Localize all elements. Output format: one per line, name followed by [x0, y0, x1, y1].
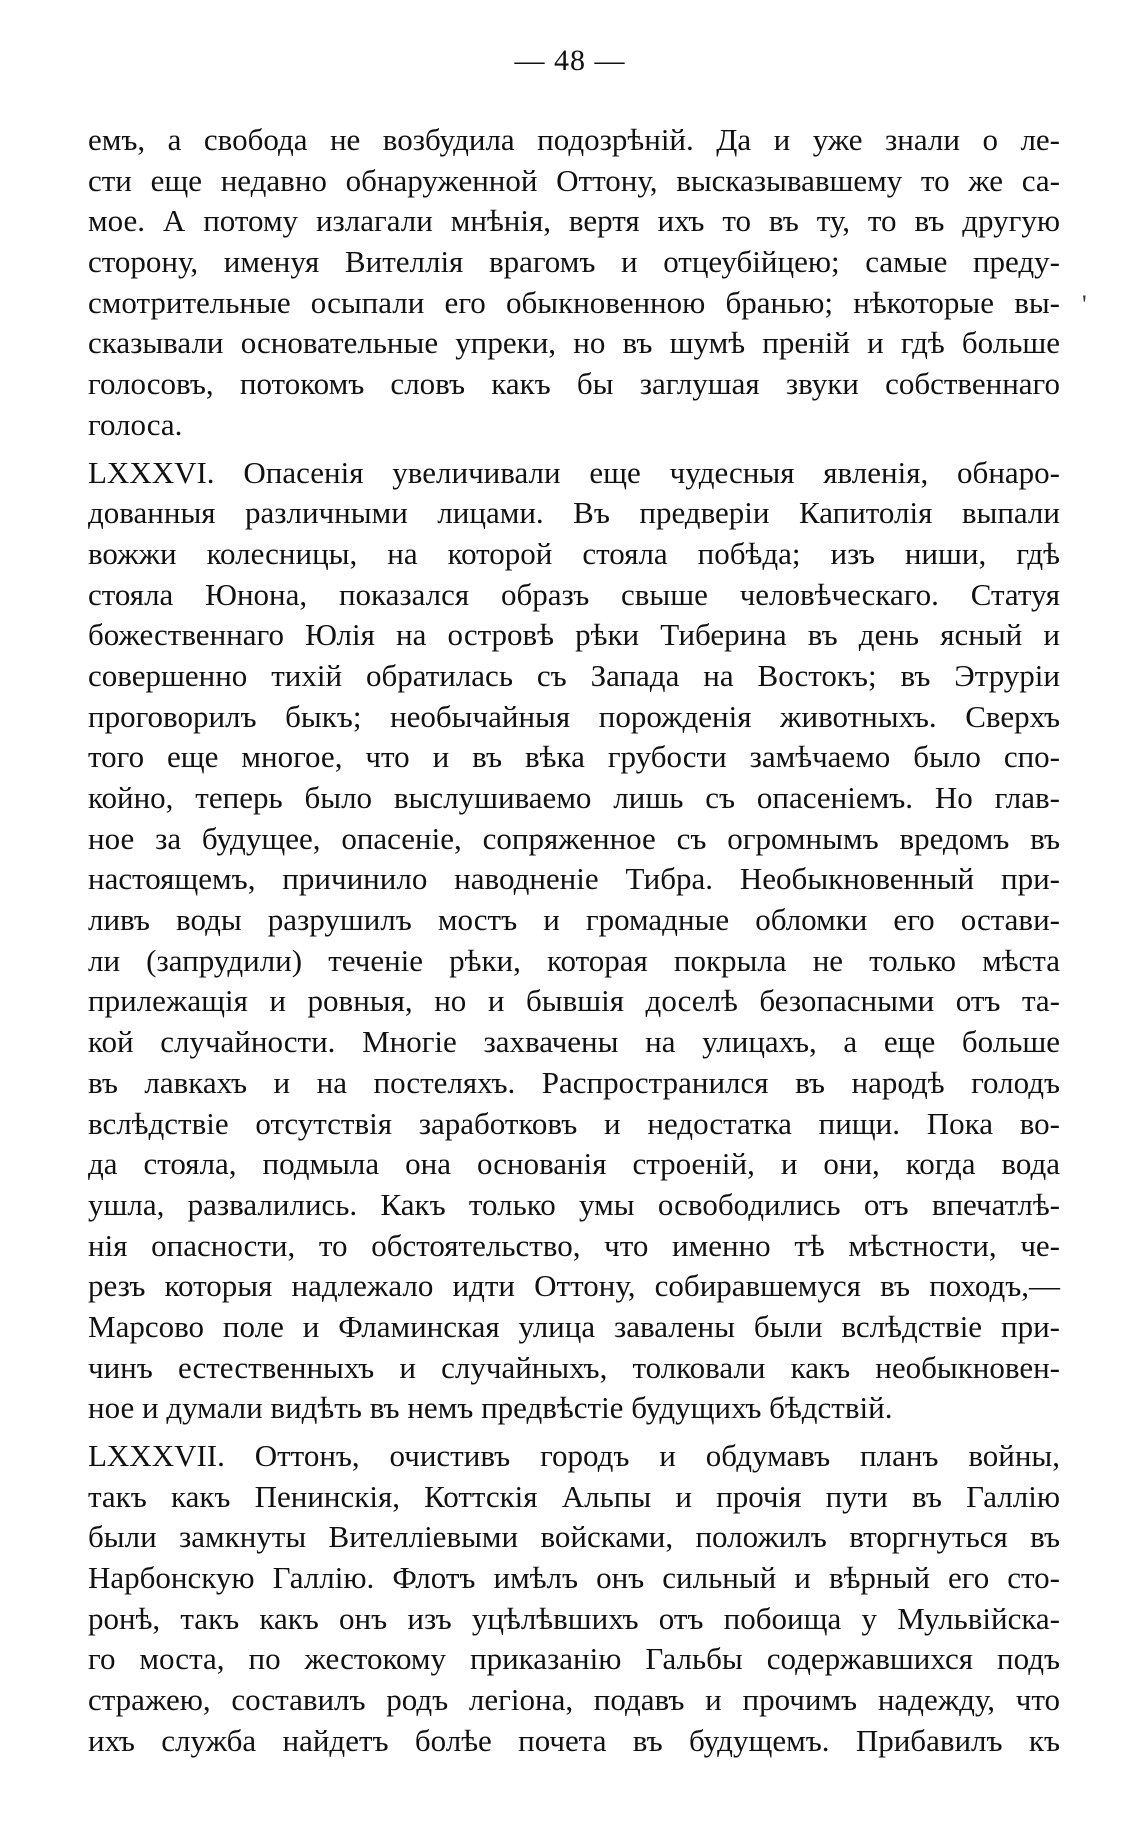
paragraph-2 — [88, 453, 1060, 1430]
text-line: Марсово поле и Фламинская улица завалены были вслѣдствіе при- — [88, 1308, 1060, 1344]
text-line: вслѣдствіе отсутствія заработковъ и недостатка пищи. Пока во- — [88, 1105, 1060, 1141]
margin-speck: ' — [1082, 290, 1087, 319]
text-line: смотрительные осыпали его обыкновенною бранью; нѣкоторые вы- — [88, 284, 1060, 320]
text-line: ное за будущее, опасеніе, сопряженное съ огромнымъ вредомъ въ — [88, 820, 1060, 856]
text-line: ихъ служба найдетъ болѣе почета въ будущемъ. Прибавилъ къ — [88, 1722, 1060, 1758]
text-line: того еще многое, что и въ вѣка грубости замѣчаемо было спо- — [88, 739, 1060, 775]
text-line: божественнаго Юлія на островѣ рѣки Тиберина въ день ясный и — [88, 617, 1060, 653]
text-line: LXXXVII. Оттонъ, очистивъ городъ и обдумавъ планъ войны, — [88, 1438, 1060, 1473]
text-line: голосовъ, потокомъ словъ какъ бы заглушая звуки собственнаго — [88, 366, 1060, 402]
text-line: сти еще недавно обнаруженной Оттону, высказывавшему то же са- — [88, 162, 1060, 198]
paragraph-1 — [88, 120, 1060, 446]
text-line: голоса. — [88, 406, 183, 442]
text-line: такъ какъ Пенинскія, Коттскія Альпы и прочія пути въ Галлію — [88, 1478, 1060, 1514]
text-line: го моста, по жестокому приказанію Гальбы содержавшихся подъ — [88, 1641, 1060, 1677]
text-line: нія опасности, то обстоятельство, что именно тѣ мѣстности, че- — [88, 1227, 1060, 1263]
text-line: резъ которыя надлежало идти Оттону, собиравшемуся въ походъ,— — [88, 1268, 1060, 1304]
text-body — [88, 120, 1060, 1762]
text-line: совершенно тихій обратилась съ Запада на Востокъ; въ Этруріи — [88, 657, 1060, 693]
text-line: ушла, развалились. Какъ только умы освободились отъ впечатлѣ- — [88, 1186, 1060, 1222]
text-line: сказывали основательные упреки, но въ шумѣ преній и гдѣ больше — [88, 325, 1060, 361]
text-line: ливъ воды разрушилъ мостъ и громадные обломки его остави- — [88, 902, 1060, 938]
text-line: кой случайности. Многіе захвачены на улицахъ, а еще больше — [88, 1024, 1060, 1060]
text-line: LXXXVI. Опасенія увеличивали еще чудесныя явленія, обнаро- — [88, 454, 1060, 490]
text-line: прилежащія и ровныя, но и бывшія доселѣ безопасными отъ та- — [88, 983, 1060, 1019]
text-line: емъ, а свобода не возбудила подозрѣній. Да и уже знали о ле- — [88, 122, 1060, 157]
text-line: да стояла, подмыла она основанія строеній, и они, когда вода — [88, 1146, 1060, 1182]
paragraph-3 — [88, 1436, 1060, 1762]
text-line: ронѣ, такъ какъ онъ изъ уцѣлѣвшихъ отъ побоища у Мульвійска- — [88, 1600, 1060, 1636]
page-number: — 48 — — [514, 44, 626, 77]
text-line: дованныя различными лицами. Въ предверіи Капитолія выпали — [88, 495, 1060, 531]
text-line: въ лавкахъ и на постеляхъ. Распространился въ народѣ голодъ — [88, 1064, 1060, 1100]
text-line: стояла Юнона, показался образъ свыше человѣческаго. Статуя — [88, 576, 1060, 612]
text-line: Нарбонскую Галлію. Флотъ имѣлъ онъ сильный и вѣрный его сто- — [88, 1560, 1060, 1596]
text-line: мое. А потому излагали мнѣнія, вертя ихъ то въ ту, то въ другую — [88, 203, 1060, 239]
text-line: ли (запрудили) теченіе рѣки, которая покрыла не только мѣста — [88, 942, 1060, 978]
text-line: настоящемъ, причинило наводненіе Тибра. Необыкновенный при- — [88, 861, 1060, 897]
text-line: чинъ естественныхъ и случайныхъ, толковали какъ необыкновен- — [88, 1349, 1060, 1385]
text-line: вожжи колесницы, на которой стояла побѣда; изъ ниши, гдѣ — [88, 535, 1060, 571]
text-line: ное и думали видѣть въ немъ предвѣстіе будущихъ бѣдствій. — [88, 1390, 893, 1426]
text-line: койно, теперь было выслушиваемо лишь съ опасеніемъ. Но глав- — [88, 780, 1060, 815]
text-line: были замкнуты Вителліевыми войсками, положилъ вторгнуться въ — [88, 1519, 1060, 1555]
text-line: стражею, составилъ родъ легіона, подавъ и прочимъ надежду, что — [88, 1682, 1060, 1718]
text-line: проговорилъ быкъ; необычайныя порожденія животныхъ. Сверхъ — [88, 698, 1060, 734]
text-line: сторону, именуя Вителлія врагомъ и отцеубійцею; самые преду- — [88, 244, 1060, 280]
